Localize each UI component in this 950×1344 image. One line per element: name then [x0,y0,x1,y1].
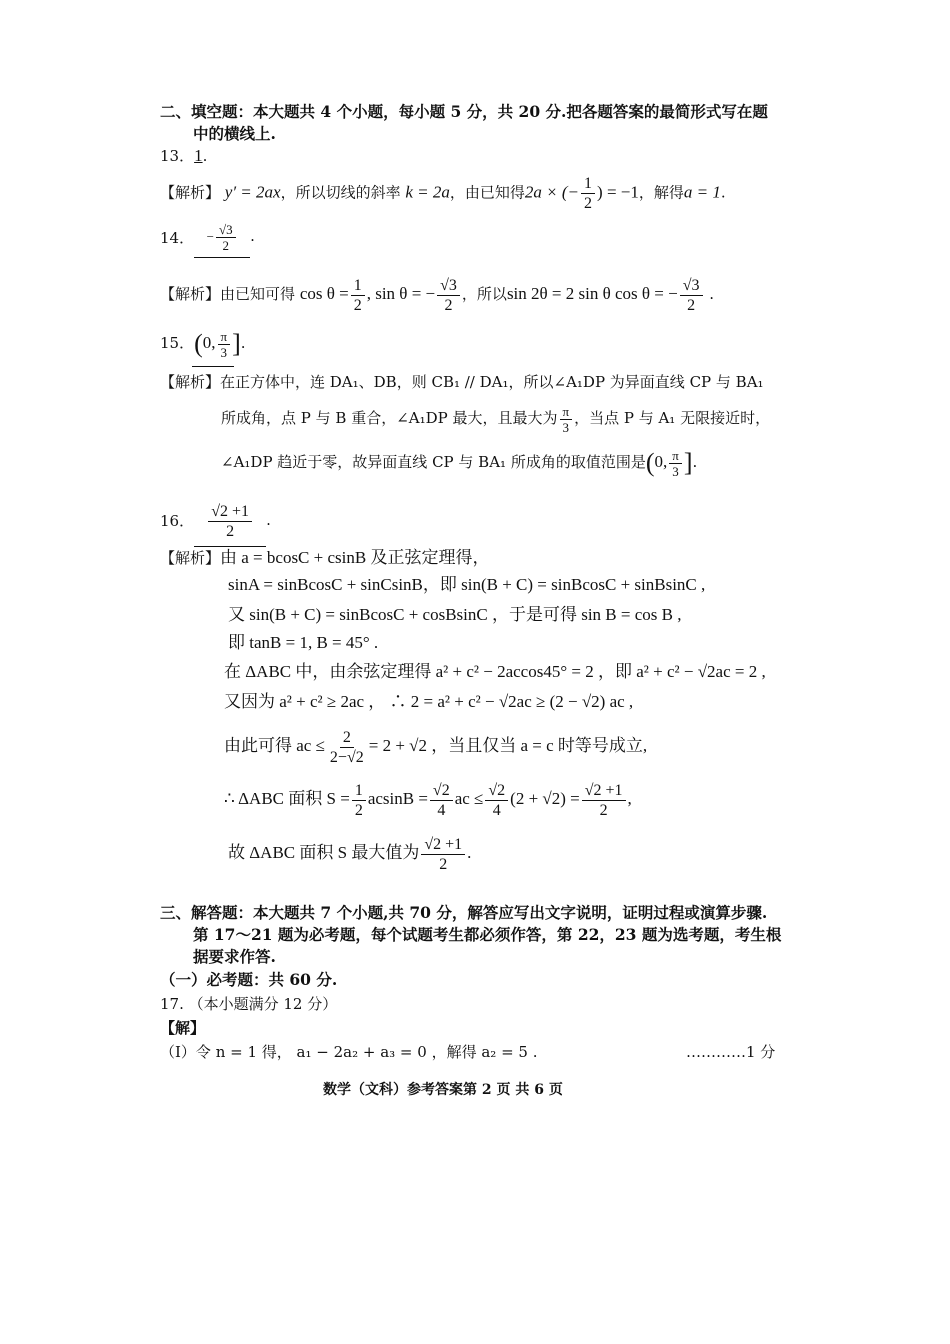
q15-end: . [692,453,698,471]
q16-l7b: = 2 + √2 ，当且仅当 a = c 时等号成立, [368,736,648,755]
q15-answer-num: π [218,329,231,345]
q14-f3-num: √3 [680,276,703,296]
q13-frac-den: 2 [584,195,593,212]
q15-number: 15． [160,334,195,352]
section3-line1: 三、解答题：本大题共 7 个小题,共 70 分，解答应写出文字说明，证明过程或演算步骤. [160,903,768,922]
q13-text1: ，所以切线的斜率 [280,183,401,202]
q16-l8e: , [627,789,632,808]
q13-fraction [581,174,595,213]
q15-solution-line2 [221,398,770,438]
q16-l8b: acsinB = [367,789,428,808]
q16-l8-f4d: 2 [599,801,608,819]
q13-label: 【解析】 [160,183,221,202]
q15-line3-den: 3 [672,463,679,479]
q16-answer-line: 16． $\frac{√2 +1}{2}$ . [160,494,271,547]
q16-l4: 即 tanB = 1, B = 45° . [228,633,379,652]
q15-l3-rbracket: ] [683,448,693,477]
q16-l6: 又因为 a² + c² ≥ 2ac ， ∴ 2 = a² + c² − √2ac ≥ (2 − √2) ac , [224,692,634,711]
section3-line3: 据要求作答. [193,947,276,966]
q15-answer-pre: 0, [202,333,216,352]
section3-line2: 第 17～21 题为必考题，每个试题考生都必须作答，第 22，23 题为选考题，考生根 [193,925,782,944]
q16-l7a: 由此可得 ac ≤ [224,736,325,755]
q13-result: a = 1 [683,182,721,202]
q14-number: 14． [160,229,195,247]
q14-text2: ，所以 [461,285,507,303]
q13-number: 13． [160,147,195,165]
q16-l8-f2d: 4 [437,801,446,819]
q13-answer-line: 13．1. [160,146,208,165]
section2-heading-line2: 中的横线上. [193,124,276,143]
q16-l9b: . [467,843,472,862]
q16-l8-f3n: √2 [485,781,508,801]
q15-answer-frac [218,329,231,360]
q13-text2: ，由已知得 [449,183,525,202]
q14-frac2 [437,276,460,315]
q16-l8c: ac ≤ [454,789,484,808]
q14-f2-num: √3 [437,276,460,296]
q16-l7-den: 2−√2 [329,748,364,766]
q16-answer-blank [194,494,266,547]
q16-l8-frac3 [485,781,508,820]
q14-f1-den: 2 [353,296,362,314]
q14-answer-den: 2 [222,237,229,253]
q14-cos: cos θ = [299,284,349,303]
q14-answer-num: √3 [216,222,236,238]
q15-answer-line: 15．(0, $\frac{\pi}{3}$ ]. [160,328,246,360]
q15-line2-frac [560,404,573,435]
q16-l8-f1n: 1 [352,781,366,801]
q16-line9 [228,828,471,878]
q13-derivative: y′ = 2ax [224,182,281,202]
q17-label: 【解】 [160,1019,206,1037]
q16-l8-f4n: √2 +1 [582,781,626,801]
page-footer: 数学（文科）参考答案第 2 页 共 6 页 [323,1082,563,1098]
q14-end: . [709,285,715,303]
q16-line7 [224,722,647,770]
q16-l2: sinA = sinBcosC + sinCsinB，即 sin(B + C) = sinBcosC + sinBsinC , [228,575,706,594]
q14-answer-line: 14． − $\frac{√3}{2}$ . [160,216,255,258]
q14-frac1 [351,276,365,315]
q16-label: 【解析】 [160,549,221,567]
q15-line2a: 所成角，点 P 与 B 重合，∠A₁DP 最大，且最大为 [221,409,558,427]
section2-heading-line1: 二、填空题：本大题共 4 个小题，每小题 5 分，共 20 分.把各题答案的最简形式写在题 [160,102,768,121]
q13-expr-a: 2a × (− [524,182,580,202]
q17-score: …………1 分 [686,1043,776,1061]
q16-l1: 由 a = bcosC + csinB 及正弦定理得， [220,548,490,567]
q15-line3-frac [669,448,682,479]
q16-l7-frac [327,728,367,767]
q15-solution-line1 [160,372,764,392]
q16-l8-frac1 [352,781,366,820]
q16-l8-frac4 [582,781,626,820]
q15-underline [192,366,234,367]
q16-answer-num: √2 +1 [208,502,252,522]
q16-l7-num: 2 [340,728,354,748]
q16-l8-f3d: 4 [492,801,501,819]
q16-l3: 又 sin(B + C) = sinBcosC + cosBsinC ，于是可得 sin B = cos B , [228,605,682,624]
q15-line3a: ∠A₁DP 趋近于零，故异面直线 CP 与 BA₁ 所成角的取值范围是 [221,453,646,471]
q13-solution [160,174,726,213]
q16-l8-frac2 [430,781,453,820]
q14-f2-den: 2 [444,296,453,314]
q15-label: 【解析】 [160,373,221,391]
q16-l8a: ∴ ΔABC 面积 S = [224,789,350,808]
q15-line3-pre: 0, [654,452,668,471]
q13-answer: 1 [194,146,203,165]
q16-answer-den: 2 [226,522,235,540]
q16-l9-den: 2 [439,855,448,873]
q13-text3: ，解得 [638,183,684,202]
q15-line2b: ，当点 P 与 A₁ 无限接近时， [574,409,771,427]
q14-answer-frac [216,222,236,253]
q15-answer-den: 3 [220,344,228,360]
q16-line8 [224,774,632,824]
q14-sin: , sin θ = − [366,284,436,303]
q14-sin2: sin 2θ = 2 sin θ cos θ = − [506,284,678,303]
q15-lparen: ( [194,329,203,358]
q16-answer-frac [208,502,252,541]
q14-solution [160,272,714,316]
q16-l9-frac [421,835,465,874]
q15-line1: 在正方体中，连 DA₁、DB，则 CB₁ // DA₁，所以∠A₁DP 为异面直线 CP 与 BA₁ [220,373,764,391]
q14-f1-num: 1 [351,276,365,296]
q15-line2-num: π [560,404,573,420]
q17-title: 17. （本小题满分 12 分） [160,995,338,1013]
q15-solution-line3 [221,442,697,483]
q15-l3-lparen: ( [645,448,655,477]
q16-number: 16． [160,512,195,530]
section3-sub: （一）必考题：共 60 分. [160,970,338,989]
q14-text1: 由已知可得 [220,285,296,303]
q14-answer-sign: − [206,229,214,244]
q17-part1: （Ⅰ）令 n = 1 得， a₁ − 2a₂ + a₃ = 0 ，解得 a₂ = 5 . [160,1043,538,1061]
q13-expr-b: ) = −1 [597,182,639,202]
q16-l9a: 故 ΔABC 面积 S 最大值为 [228,843,420,862]
q16-l8d: (2 + √2) = [510,789,580,808]
q13-slope: k = 2a [405,182,450,202]
q15-line2-den: 3 [562,419,570,435]
q16-l8-f1d: 2 [354,801,363,819]
q16-solution-line1 [160,548,489,568]
q16-l9-num: √2 +1 [421,835,465,855]
q13-frac-num: 1 [581,174,595,194]
q14-f3-den: 2 [687,296,696,314]
q14-frac3 [680,276,703,315]
q15-line3-num: π [669,448,682,464]
q14-label: 【解析】 [160,285,221,303]
q13-end: . [720,183,726,202]
q16-l5: 在 ΔABC 中，由余弦定理得 a² + c² − 2accos45° = 2 ，即 a² + c² − √2ac = 2 , [224,662,766,681]
q16-l8-f2n: √2 [430,781,453,801]
q14-answer-blank [194,216,250,258]
q15-rbracket: ] [232,329,241,358]
